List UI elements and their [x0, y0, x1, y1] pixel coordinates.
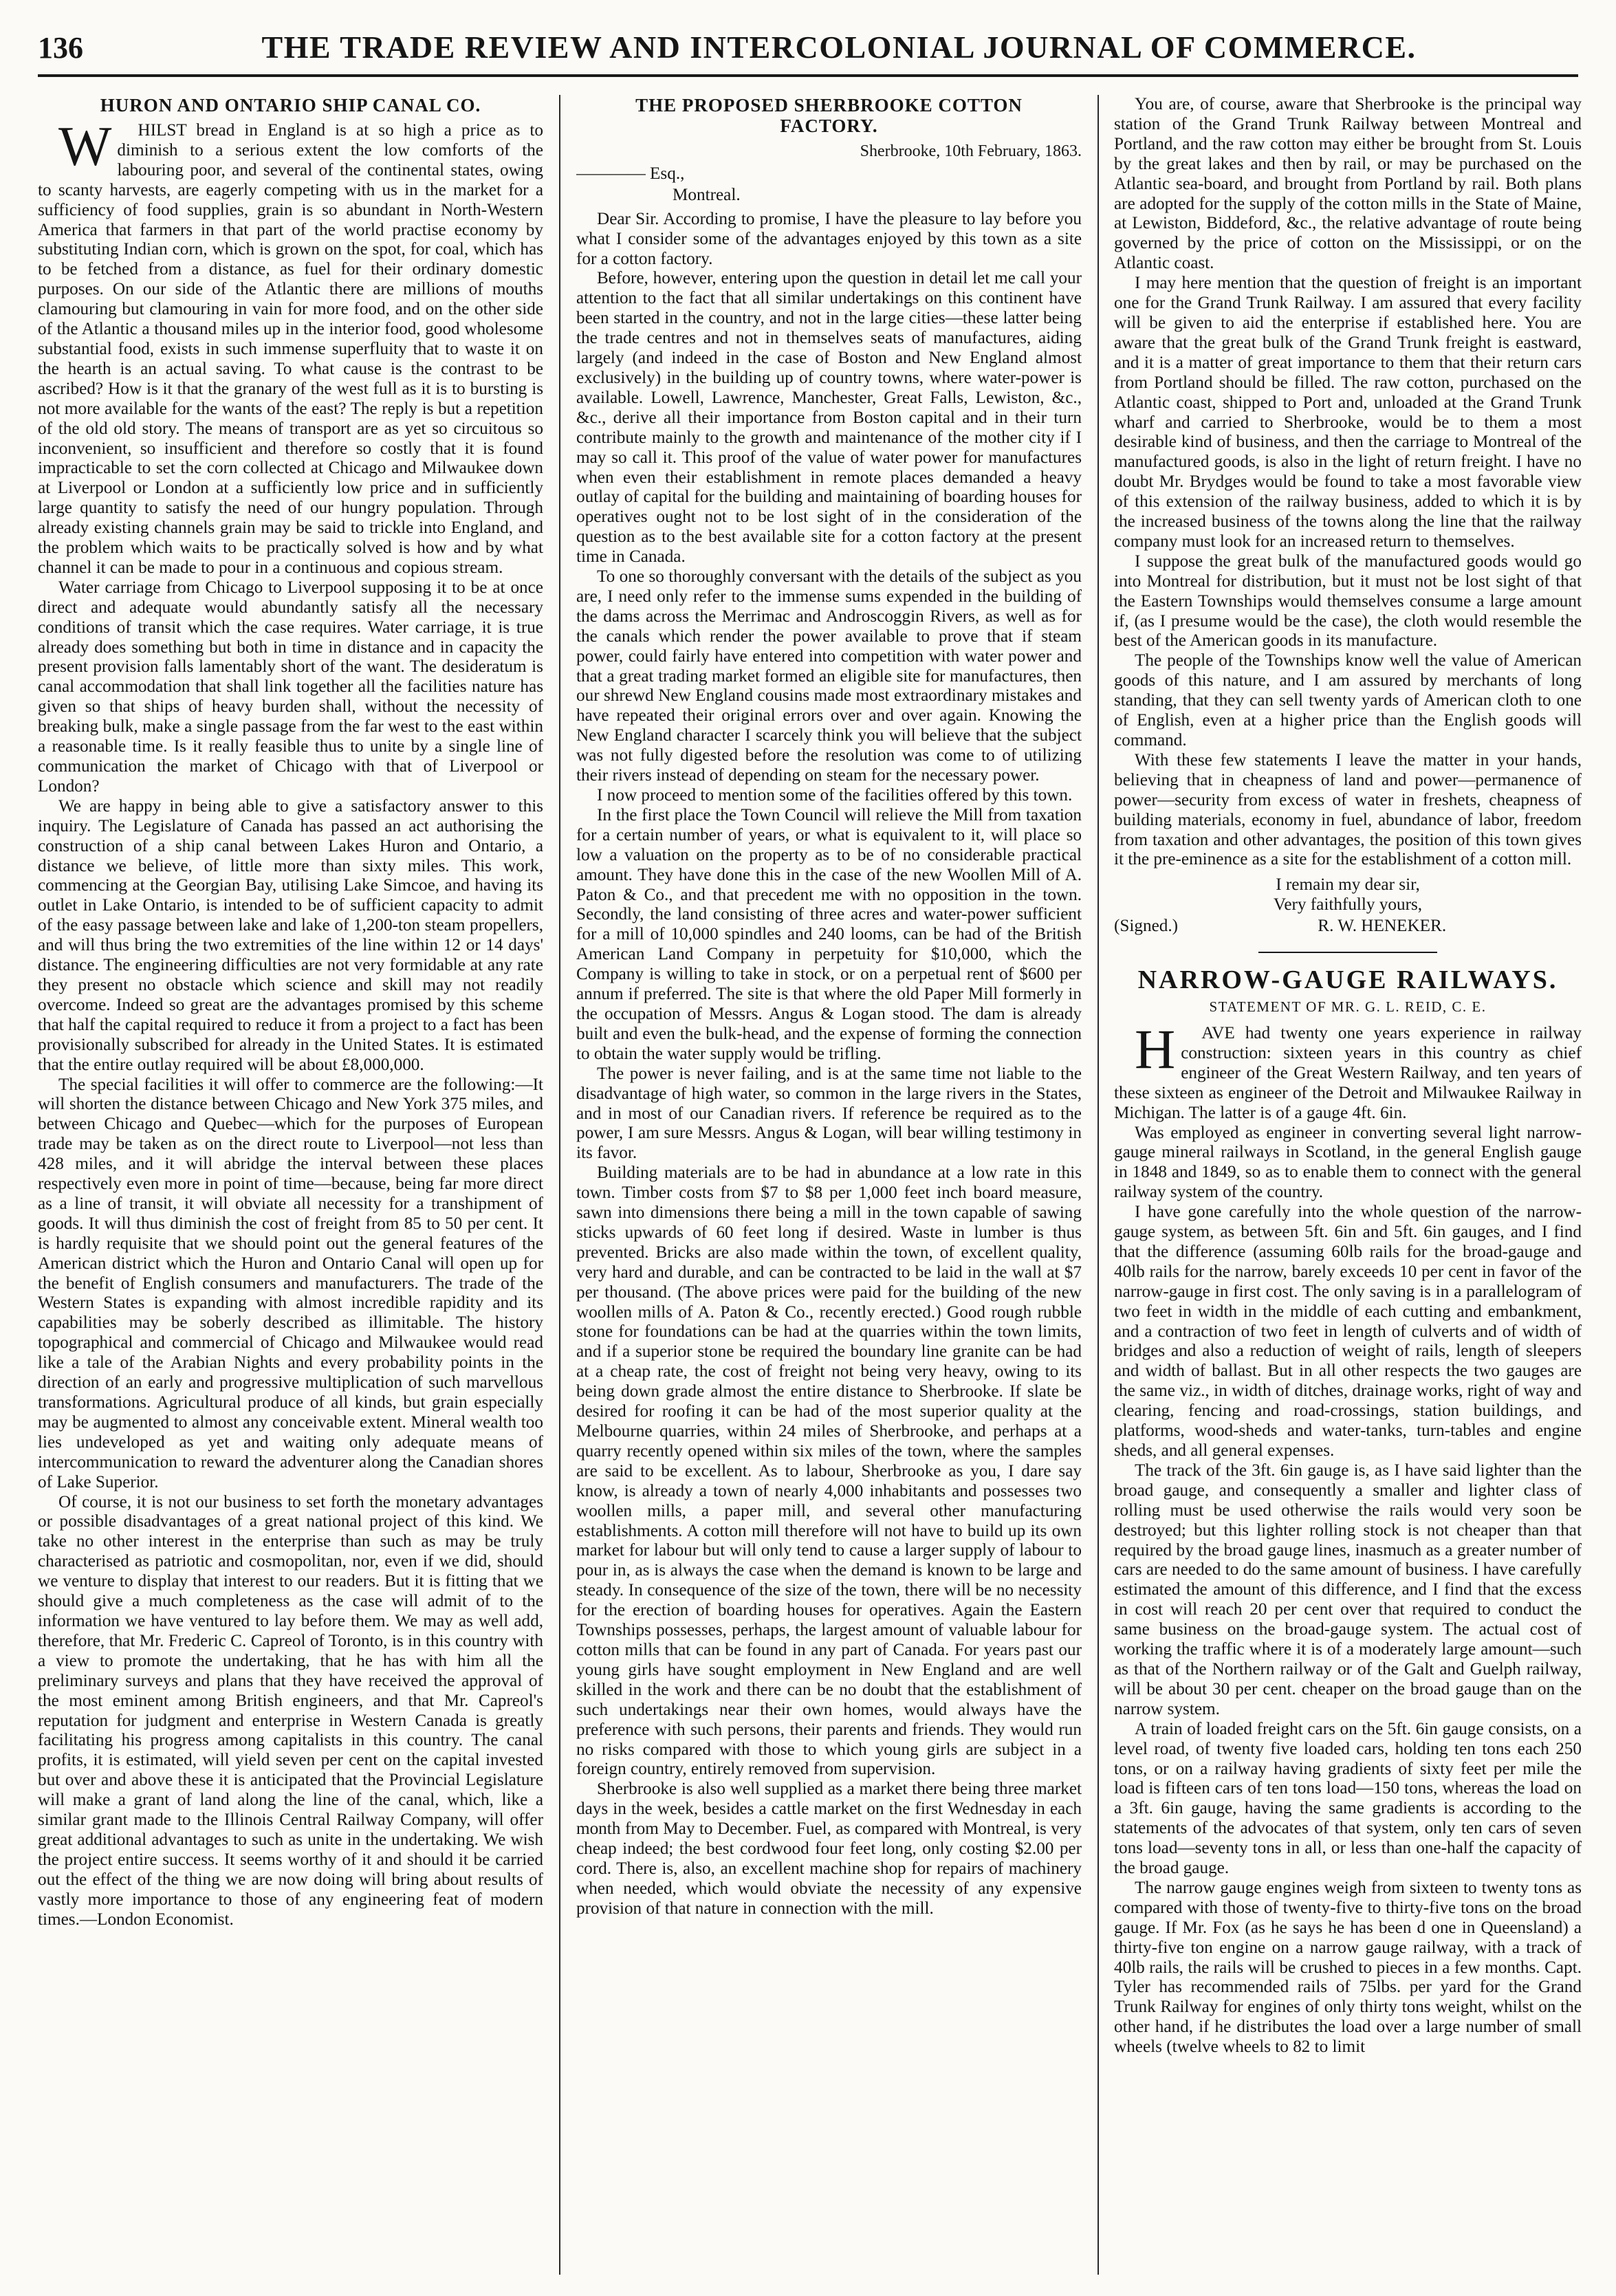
article-title: NARROW-GAUGE RAILWAYS. [1137, 965, 1558, 995]
article-paragraph [1114, 1017, 1582, 1124]
article-paragraph: Before, however, entering upon the question in detail let me call your attention to the fact that all similar undertakings on this continent have been started in the country, and not in the large cities—these latter being the trade centres and not in themselves seats of manufactures, aiding largely (and indeed in the case of Boston and New England almost exclusively) in the building up of country towns, where water-power is available. Lowell, Lawrence, Manchester, Great Falls, Lewiston, &c., &c., derive all their importance from Boston capital and in their turn contribute mainly to the growth and maintenance of the mother city if I may so call it. This proof of the value of water power for manufactures when even their establishment in remote places demanded a heavy outlay of capital for the building and maintaining of boarding houses for operatives ought not to be lost sight of in the consideration of the question as to the best available site for a cotton factory at the present time in Canada. [576, 269, 1082, 567]
article-paragraph: To one so thoroughly conversant with the details of the subject as you are, I need only refer to the immense sums expended in the building of the dams across the Merrimac and Androscoggin Rivers, as well as for the canals which render the power available to prove that if steam power, could fairly have entered into competition with water power and that a great trading market formed an eligible site for manufactures, then our shrewd New England cousins made most extraordinary mistakes and have repeated their original errors over and over again. Knowing the New England character I scarcely think you will believe that the subject was not fully digested before the resolution was come to of utilizing their rivers instead of depending on steam for the necessary power. [576, 567, 1082, 785]
article-paragraph: Of course, it is not our business to set forth the monetary advantages or possible disadvantages of a great national project of this kind. We take no other interest in the enterprise than such as may be truly characterised as patriotic and cosmopolitan, nor, even if we did, should we venture to display that interest to our readers. But it is fitting that we should give a much completeness as the case will admit of to the information we have ventured to lay before them. We may as well add, therefore, that Mr. Frederic C. Capreol of Toronto, is in this country with a view to promote the undertaking, that he has with him all the preliminary surveys and plans that they have received the approval of the most eminent among British engineers, and that Mr. Capreol's reputation for judgment and enterprise in Western Canada is greatly facilitating his progress among capitalists in this country. The canal profits, it is estimated, will yield seven per cent on the capital invested but over and above these it is anticipated that the Provincial Legislature will make a grant of land along the line of the canal, which, like a similar grant made to the Illinois Central Railway Company, will offer great additional advantages to such as unite in the undertaking. We wish the project entire success. It seems worthy of it and should it be carried out the effect of the thing we are now doing will bring about results of vastly more importance to those of any engineering feat of modern times.—London Economist. [38, 1492, 543, 1929]
article-paragraph: We are happy in being able to give a satisfactory answer to this inquiry. The Legislature of Canada has passed an act authorising the construction of a ship canal between Lakes Huron and Ontario, a distance we believe, of little more than sixty miles. This work, commencing at the Georgian Bay, utilising Lake Simcoe, and having its outlet in Lake Ontario, is intended to be of sufficient capacity to admit of the easy passage between lake and lake of 1,200-ton steam propellers, and will thus bring the two extremities of the line within 12 or 14 days' distance. The engineering difficulties are not very formidable at any rate they present no obstacle which science and skill may not readily overcome. Indeed so great are the advantages promised by this scheme that half the capital required to reduce it from a project to a fact has been provisionally subscribed for already in the United States. It is estimated that the entire outlay required will be about £8,000,000. [38, 796, 543, 1074]
column-divider [559, 95, 560, 2275]
column-1 [38, 95, 543, 2275]
column-divider [1098, 95, 1099, 2275]
column-2 [576, 95, 1082, 2275]
article-paragraph: You are, of course, aware that Sherbrooke is the principal way station of the Grand Trunk Railway between Montreal and Portland, and the raw cotton may either be brought from St. Louis by the great lakes and then by rail, or may be purchased on the Atlantic sea-board, and brought from Portland by rail. Both plans are adopted for the supply of the cotton mills in the State of Maine, at Lewiston, Biddeford, &c., the relative advantage of route being governed by the price of cotton on the Mississippi, or on the Atlantic coast. [1114, 95, 1582, 273]
article-paragraph: In the first place the Town Council will relieve the Mill from taxation for a certain number of years, or what is equivalent to it, will place so low a valuation on the property as to be of no considerable practical amount. They have done this in the case of the new Woollen Mill of A. Paton & Co., and that precedent me with no opposition in the town. Secondly, the land consisting of three acres and water-power sufficient for a mill of 10,000 spindles and 240 looms, can be had of the British American Land Company in perpetuity for $10,000, which the Company is willing to take in stock, or on a perpetual rent of $600 per annum if preferred. The site is that where the old Paper Mill formerly in the occupation of Messrs. Angus & Logan stood. The dam is already built and even the bulk-head, and the expense of forming the connection to obtain the water supply would be trifling. [576, 805, 1082, 1063]
article-paragraph: The special facilities it will offer to commerce are the following:—It will shorten the distance between Chicago and New York 375 miles, and between Chicago and Quebec—which for the purposes of European trade may be taken as on the direct route to Liverpool—not less than 428 miles, and it will abridge the interval between these places respectively even more in point of time—because, being far more direct as a line of transit, it will obviate all necessity for a transhipment of goods. It will thus diminish the cost of freight from 85 to 50 per cent. It is hardly requisite that we should point out the general features of the American district which the Huron and Ontario Canal will open up for the benefit of English consumers and manufacturers. The trade of the Western States is expanding with almost incredible rapidity and its capabilities may be soberly described as illimitable. The history topographical and commercial of Chicago and Milwaukee would read like a tale of the Arabian Nights and every probability points in the direction of an early and progressive multiplication of such marvellous transformations. Agricultural produce of all kinds, but grain especially may be augmented to almost any conceivable extent. Mineral wealth too lies undeveloped as yet and waiting only adequate means of intercommunication to reward the adventurer along the Canadian shores of Lake Superior. [38, 1075, 543, 1491]
article-paragraph: The narrow gauge engines weigh from sixteen to twenty tons as compared with those of twenty-five to thirty-five tons on the broad gauge. If Mr. Fox (as he says he has been d one in Queensland) a thirty-five ton engine on a narrow gauge railway, with a track of 40lb rails, the rails will be crushed to pieces in a few months. Capt. Tyler has recommended rails of 75lbs. per yard for the Grand Trunk Railway for engines of only thirty tons weight, whilst on the other hand, if he distributes the load over a large number of small wheels (twelve wheels to 82 to limit [1114, 1878, 1582, 2057]
signed-label: (Signed.) [1114, 917, 1179, 936]
article-title-line: FACTORY. [780, 116, 878, 136]
article-paragraph: Sherbrooke is also well supplied as a market there being three market days in the week, besides a cattle market on the first Wednesday in each month from May to December. Fuel, as compared with Montreal, is very cheap indeed; the best cordwood four feet long, only costing $2.00 per cord. There is, also, an excellent machine shop for repairs of machinery when needed, which would obviate the necessity of any expensive provision of that nature in connection with the mill. [576, 1780, 1082, 1918]
article-paragraph: I now proceed to mention some of the facilities offered by this town. [597, 786, 1073, 805]
section-divider [1258, 952, 1437, 953]
journal-title: THE TRADE REVIEW AND INTERCOLONIAL JOURNAL OF COMMERCE. [261, 30, 1417, 65]
masthead [38, 28, 1578, 77]
paragraph-text: HILST bread in England is at so high a price as to diminish to a serious extent the low comforts of the labouring poor, and several of the continental states, owing to scanty harvests, are eagerly competing with us in the market for a sufficiency of food supplies, grain is so abundant in North-Western America that farmers in that part of the world practise economy by substituting Indian corn, which is grown on the spot, for coal, which has to be fetched from a distance, as fuel for their ordinary domestic purposes. On our side of the Atlantic there are millions of mouths clamouring but clamouring in vain for more food, and on the other side of the Atlantic a thousand miles up in the interior food, good wholesome substantial food, exists in such immense superfluity that to waste it on the hearth is an actual saving. To what cause is the contrast to be ascribed? How is it that the granary of the west full as it is to bursting is not more available for the wants of the east? The reply is but a repetition of the old old story. The means of transport are as yet so circuitous so inconvenient, so insufficient and therefore so costly that it is found impracticable to set the corn collected at Chicago and Milwaukee down at Liverpool or London at a sufficiently low price and in sufficiently large quantity to satisfy the need of our hungry population. Through already existing channels grain may be said to trickle into England, and the problem which waits to be practically solved is how and by what channel it can be made to pour in a continuous and copious stream. [38, 121, 543, 577]
signer-name: R. W. HENEKER. [1318, 917, 1447, 936]
article-paragraph: I have gone carefully into the whole question of the narrow-gauge system, as between 5ft. 6in and 5ft. 6in gauges, and I find that the difference (assuming 60lb rails for the broad-gauge and 40lb rails for the narrow, barely exceeds 10 per cent in favor of the narrow-gauge in first cost. The only saving is in a parallelogram of two feet in width in the middle of each cutting and embankment, and a contraction of two feet in length of culverts and of width of bridges and also a reduction of weight of rails, length of sleepers and width of ballast. But in all other respects the two gauges are the same viz., in width of ditches, drainage works, right of way and clearing, fencing and road-crossings, station buildings, and platforms, wood-sheds and water-tanks, turn-tables and engine sheds, and all general expenses. [1114, 1203, 1582, 1460]
article-subtitle: STATEMENT OF MR. G. L. REID, C. E. [1209, 998, 1487, 1016]
article-paragraph: Building materials are to be had in abundance at a low rate in this town. Timber costs from $7 to $8 per 1,000 feet inch board measure, sawn into dimensions there being a mill in the town capable of sawing sticks upwards of 60 feet long if desired. Waste in lumber is thus prevented. Bricks are also made within the town, of excellent quality, very hard and durable, and can be contracted to be laid in the wall at $7 per thousand. (The above prices were paid for the building of the new woollen mills of A. Paton & Co., recently erected.) Good rough rubble stone for foundations can be had at the quarries within the town limits, and if a superior stone be required the boundary line granite can be had at a cheap rate, the cost of freight not being very heavy, owing to its being down grade almost the entire distance to Sherbrooke. If slate be desired for roofing it can be had of the most superior quality at the Melbourne quarries, within 24 miles of Sherbrooke, and perhaps at a quarry recently opened within six miles of the town, where the samples are said to be excellent. As to labour, Sherbrooke as you, I dare say know, is already a town of nearly 4,000 inhabitants and possesses two woollen mills, a paper mill, and several other manufacturing establishments. A cotton mill therefore will not have to build up its own market for labour but will only tend to cause a larger supply of labour to pour in, as is always the case when the demand is known to be large and steady. In consequence of the size of the town, there will be no necessity for the erection of boarding houses for operatives. Again the Eastern Townships possesses, perhaps, the largest amount of valuable labour for cotton mills that can be found in any part of Canada. For years past our young girls have sought employment in New England and are well skilled in the work and there can be no doubt that the establishment of such undertakings near their own homes, would always have the preference with such persons, their parents and friends. They would run no risks compared with those to which young girls are subject in a foreign country, entirely removed from supervision. [576, 1163, 1082, 1779]
article-paragraph: The power is never failing, and is at the same time not liable to the disadvantage of high water, so common in the large rivers in the States, and in most of our Canadian rivers. If reference be required as to the power, I am sure Messrs. Angus & Logan, will bear willing testimony in its favor. [576, 1064, 1082, 1163]
letter-dateline: Sherbrooke, 10th February, 1863. [860, 142, 1082, 160]
letter-closing [1114, 875, 1582, 915]
article-title: HURON AND ONTARIO SHIP CANAL CO. [100, 95, 481, 116]
letter-recipient: ———— Esq., [576, 164, 685, 183]
signature [1114, 917, 1582, 937]
page-number: 136 [38, 31, 83, 65]
article-paragraph [38, 115, 543, 578]
closing-line: Very faithfully yours, [1273, 895, 1423, 915]
column-3 [1114, 95, 1582, 2275]
paragraph-text: AVE had twenty one years experience in railway construction: sixteen years in this country as chief engineer of the Great Western Railway, and ten years of these sixteen as engineer of the Detroit and Milwaukee Railway in Michigan. The latter is of a gauge 4ft. 6in. [1114, 1023, 1582, 1122]
drop-cap: W [58, 115, 112, 177]
drop-cap: H [1135, 1017, 1176, 1080]
article-paragraph: The track of the 3ft. 6in gauge is, as I have said lighter than the broad gauge, and consequently a smaller and lighter class of rolling must be used otherwise the rails would very soon be destroyed; but this lighter rolling stock is not cheaper than that required by the broad gauge lines, inasmuch as a greater number of cars are needed to do the same amount of business. I have carefully estimated the amount of this difference, and I find that the excess in cost will reach 20 per cent over that required to conduct the same business on the broad-gauge system. The actual cost of working the traffic where it is of a moderately large amount—such as that of the Northern railway or of the Galt and Guelph railway, will be about 30 per cent. cheaper on the broad gauge than on the narrow system. [1114, 1461, 1582, 1718]
article-paragraph: Was employed as engineer in converting several light narrow-gauge mineral railways in Scotland, in the general English gauge in 1848 and 1849, so as to enable them to connect with the general railway system of the country. [1114, 1123, 1582, 1202]
article-paragraph: I suppose the great bulk of the manufactured goods would go into Montreal for distribution, but it must not be lost sight of that the Eastern Townships would themselves consume a large amount if, (as I presume would be the case), the cloth would resemble the best of the American goods in its manufacture. [1114, 551, 1582, 650]
article-title [576, 95, 1082, 136]
article-paragraph: A train of loaded freight cars on the 5ft. 6in gauge consists, on a level road, of twenty five loaded cars, holding ten tons each 250 tons, or on a railway having gradients of sixty feet per mile the load is fifteen cars of ten tons load—150 tons, whereas the load on a 3ft. 6in gauge, having the same gradients is according to the statements of the advocates of that system, only ten cars of seven tons load—seventy tons in all, or less than one-half the capacity of the broad gauge. [1114, 1719, 1582, 1878]
closing-line: I remain my dear sir, [1276, 875, 1420, 895]
article-paragraph: The people of the Townships know well the value of American goods of this nature, and I am assured by merchants of long standing, that they can sell twenty yards of American cloth to one of English, even at a higher price than the English goods will command. [1114, 651, 1582, 750]
article-paragraph: I may here mention that the question of freight is an important one for the Grand Trunk Railway. I am assured that every facility will be given to aid the enterprise if established here. You are aware that the great bulk of the Grand Trunk freight is eastward, and it is a matter of great importance to them that their return cars from Portland should be filled. The raw cotton, purchased on the Atlantic coast, shipped to Port and, unloaded at the Grand Trunk wharf and carried to Sherbrooke, would be to them a most desirable kind of business, and then the carriage to Montreal of the manufactured goods, is also in the light of return freight. I have no doubt Mr. Brydges would be found to take a most favorable view of this extension of the railway business, added to which it is by the increased business of the towns along the line that the railway company must look for an increased return to themselves. [1114, 274, 1582, 551]
article-paragraph: With these few statements I leave the matter in your hands, believing that in cheapness of land and power—permanence of power—security from excess of water in freshets, cheapness of building materials, economy in fuel, abundance of labor, freedom from taxation and other advantages, the position of this town gives it the pre-eminence as a site for the establishment of a cotton mill. [1114, 750, 1582, 869]
article-paragraph: Water carriage from Chicago to Liverpool supposing it to be at once direct and adequate would abundantly satisfy all the necessary conditions of transit which the case requires. Water carriage, it is true already does something but both in time in distance and in capacity the present provision falls lamentably short of the want. The desideratum is canal accommodation that shall link together all the facilities nature has given so that ships of heavy burden shall, without the necessity of breaking bulk, make a single passage from the far west to the east within a reasonable time. Is it really feasible thus to unite by a single line of communication the market of Chicago with that of Liverpool or London? [38, 578, 543, 796]
article-paragraph: Dear Sir. According to promise, I have the pleasure to lay before you what I consider some of the advantages enjoyed by this town as a site for a cotton factory. [576, 209, 1082, 268]
article-title-line: THE PROPOSED SHERBROOKE COTTON [635, 95, 1023, 116]
letter-place: Montreal. [673, 185, 741, 204]
